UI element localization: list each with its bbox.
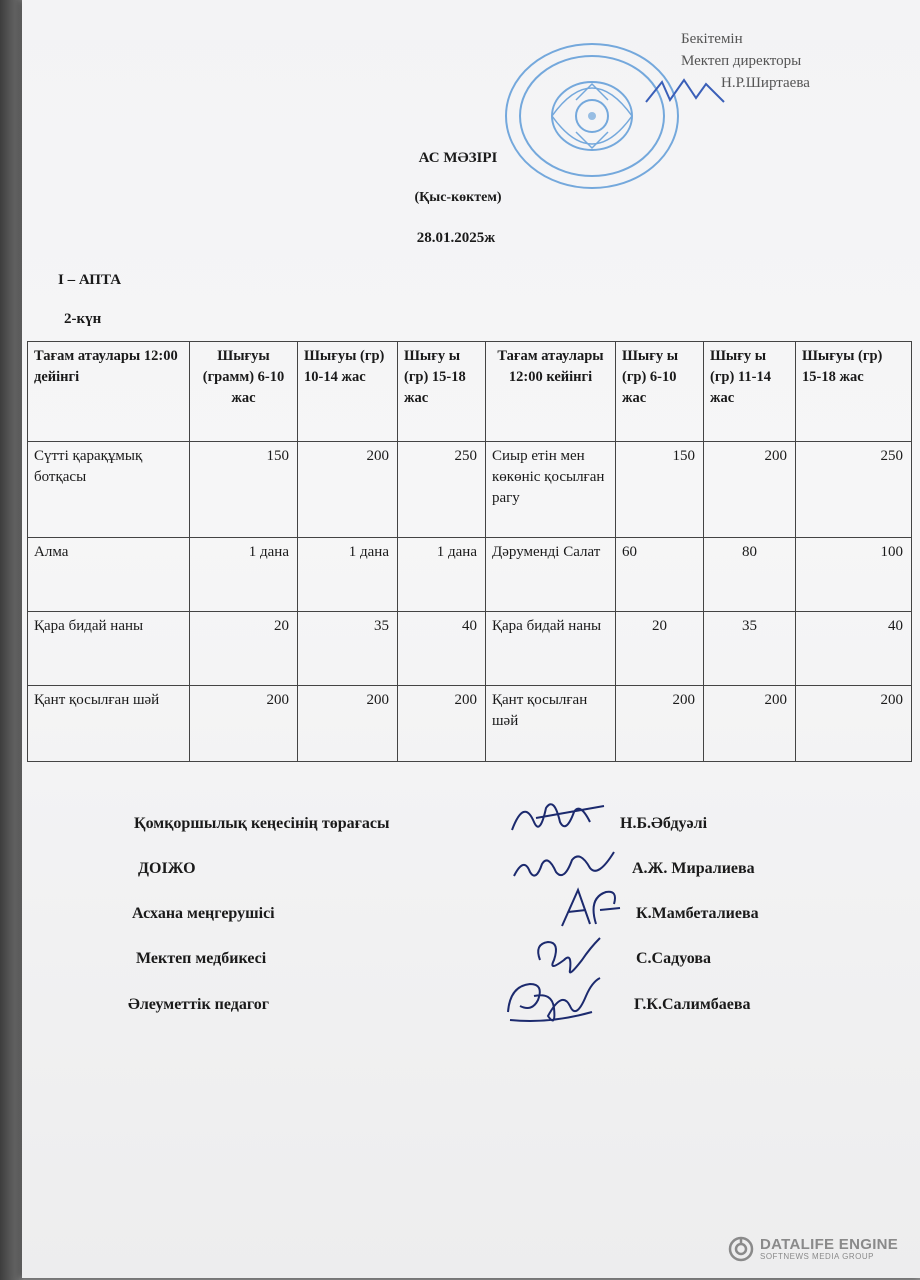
signatory-role: Әлеуметтік педагог	[128, 996, 270, 1013]
cell-value: 80	[704, 538, 796, 612]
cell-value: 60	[616, 538, 704, 612]
header-out-10-14: Шығуы (гр) 10-14 жас	[298, 342, 398, 442]
cell-value: 1 дана	[398, 538, 486, 612]
cell-value: 20	[616, 612, 704, 686]
cell-value: 150	[190, 442, 298, 538]
cell-value: 200	[190, 686, 298, 762]
table-row	[28, 612, 912, 686]
header-food-before: Тағам атаулары 12:00 дейінгі	[28, 342, 190, 442]
cell-value: 150	[616, 442, 704, 538]
cell-value: 200	[298, 686, 398, 762]
cell-value: 1 дана	[298, 538, 398, 612]
approval-line-1: Бекітемін	[681, 31, 743, 47]
signature-1	[506, 792, 616, 842]
cell-food-before: Сүтті қарақұмық ботқасы	[28, 442, 190, 538]
approval-line-3: Н.Р.Ширтаева	[721, 75, 810, 91]
cell-value: 250	[398, 442, 486, 538]
cell-food-after: Қара бидай наны	[486, 612, 616, 686]
cell-food-before: Қара бидай наны	[28, 612, 190, 686]
header-out-11-14: Шығу ы (гр) 11-14 жас	[704, 342, 796, 442]
signatory-name: К.Мамбеталиева	[636, 905, 759, 922]
datalife-logo-icon	[728, 1236, 754, 1262]
signatory-role: Мектеп медбикесі	[136, 950, 267, 967]
cell-value: 40	[796, 612, 912, 686]
cell-value: 200	[298, 442, 398, 538]
table-header-row	[28, 342, 912, 442]
season-subtitle: (Қыс-көктем)	[414, 190, 502, 205]
cell-value: 200	[704, 442, 796, 538]
watermark-subtitle: SOFTNEWS MEDIA GROUP	[760, 1251, 875, 1261]
header-food-after: Тағам атаулары 12:00 кейінгі	[486, 342, 616, 442]
signatory-name: А.Ж. Миралиева	[632, 860, 755, 877]
header-out-6-10-b: Шығу ы (гр) 6-10 жас	[616, 342, 704, 442]
cell-value: 200	[796, 686, 912, 762]
header-out-15-18-a: Шығу ы (гр) 15-18 жас	[398, 342, 486, 442]
signatory-role: ДОІЖО	[138, 860, 196, 877]
cell-food-after: Қант қосылған шәй	[486, 686, 616, 762]
cell-value: 200	[704, 686, 796, 762]
cell-value: 250	[796, 442, 912, 538]
header-out-15-18-b: Шығуы (гр) 15-18 жас	[796, 342, 912, 442]
header-out-6-10-gram: Шығуы (грамм) 6-10 жас	[190, 342, 298, 442]
approval-line-2: Мектеп директоры	[681, 53, 802, 69]
table-row	[28, 538, 912, 612]
cell-value: 1 дана	[190, 538, 298, 612]
cell-food-before: Алма	[28, 538, 190, 612]
cell-value: 200	[398, 686, 486, 762]
menu-date: 28.01.2025ж	[416, 230, 496, 246]
cell-food-after: Сиыр етін мен көкөніс қосылған рагу	[486, 442, 616, 538]
signatory-role: Қомқоршылық кеңесінің төрағасы	[134, 815, 390, 832]
cell-food-before: Қант қосылған шәй	[28, 686, 190, 762]
day-label: 2-күн	[64, 311, 102, 327]
menu-table	[27, 341, 912, 762]
table-row	[28, 686, 912, 762]
cell-value: 40	[398, 612, 486, 686]
cell-value: 200	[616, 686, 704, 762]
cell-value: 20	[190, 612, 298, 686]
page-title: АС МӘЗІРІ	[418, 150, 498, 166]
cell-value: 35	[704, 612, 796, 686]
signatory-role: Асхана меңгерушісі	[132, 905, 275, 922]
official-seal-icon	[502, 40, 682, 192]
signatory-name: С.Садуова	[636, 950, 712, 967]
cell-value: 100	[796, 538, 912, 612]
table-row	[28, 442, 912, 538]
cell-food-after: Дәруменді Салат	[486, 538, 616, 612]
watermark-title: DATALIFE ENGINE	[760, 1235, 899, 1253]
cell-value: 35	[298, 612, 398, 686]
signatory-name: Г.К.Салимбаева	[634, 996, 751, 1013]
signatory-name: Н.Б.Әбдуәлі	[620, 815, 708, 832]
watermark	[728, 1236, 898, 1262]
week-label: І – АПТА	[58, 272, 122, 288]
approval-block	[681, 28, 810, 94]
